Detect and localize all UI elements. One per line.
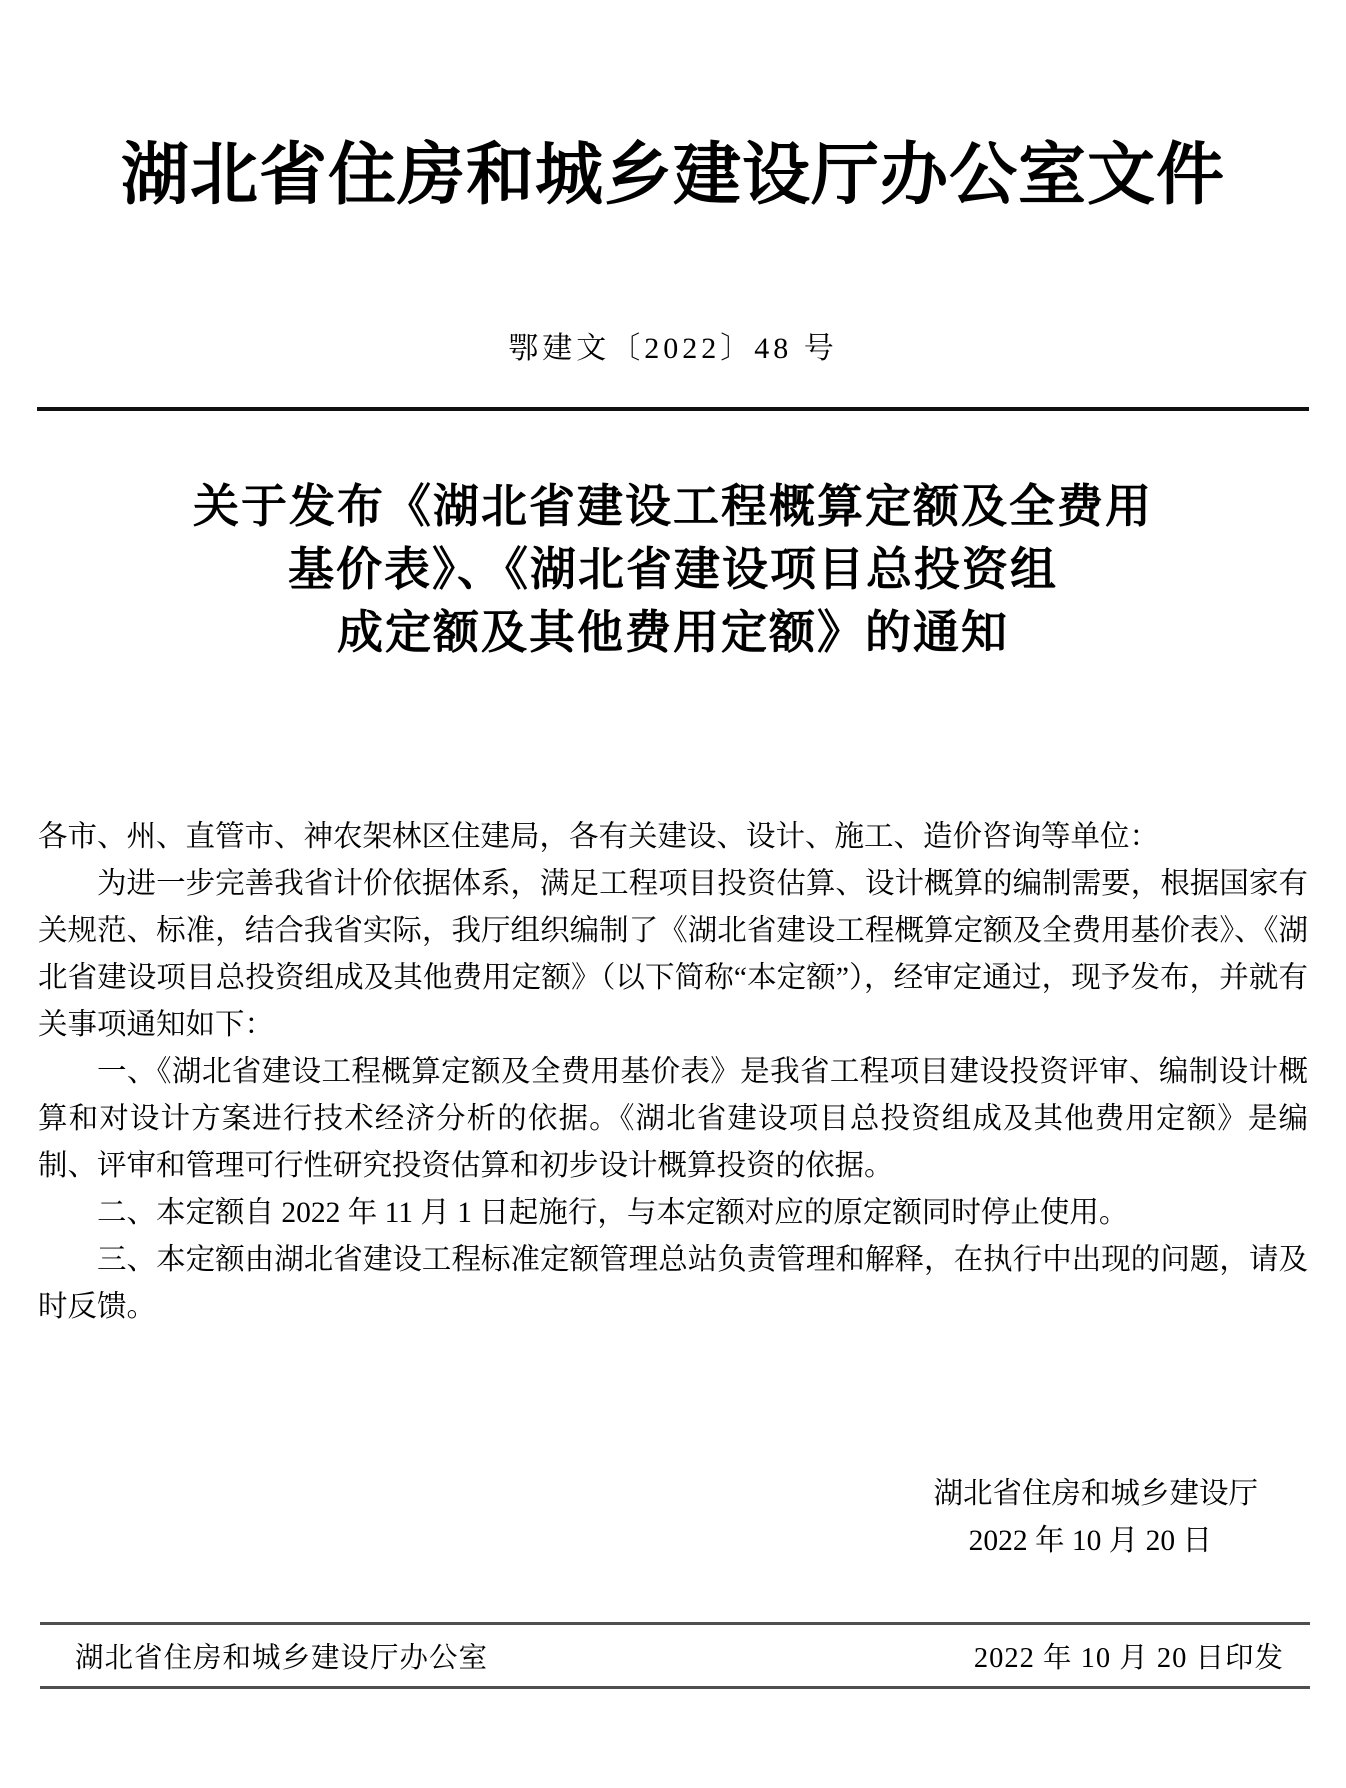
signature-block [0, 1471, 1346, 1565]
footer-row [40, 1625, 1310, 1686]
document-title-line-3: 成定额及其他费用定额》的通知 [337, 606, 1009, 659]
body-paragraph-item-3: 三、本定额由湖北省建设工程标准定额管理总站负责管理和解释，在执行中出现的问题，请及时反馈。 [38, 1244, 1308, 1324]
header-divider [37, 407, 1309, 411]
document-title-line-1: 关于发布《湖北省建设工程概算定额及全费用 [193, 480, 1153, 533]
page-footer [40, 1622, 1310, 1689]
document-body [38, 814, 1308, 1331]
signature-date: 2022 年 10 月 20 日 [968, 1525, 1212, 1558]
footer-issuer: 湖北省住房和城乡建设厅办公室 [75, 1643, 489, 1674]
salutation: 各市、州、直管市、神农架林区住建局，各有关建设、设计、施工、造价咨询等单位： [38, 821, 1160, 854]
footer-divider-bottom [40, 1686, 1310, 1689]
footer-print-date: 2022 年 10 月 20 日印发 [973, 1643, 1284, 1674]
body-paragraph-item-1: 一、《湖北省建设工程概算定额及全费用基价表》是我省工程项目建设投资评审、编制设计概算和对设计方案进行技术经济分析的依据。《湖北省建设项目总投资组成及其他费用定额》是编制、评审和管理可行性研究投资估算和初步设计概算投资的依据。 [38, 1056, 1308, 1183]
document-number: 鄂建文〔2022〕48 号 [508, 332, 838, 366]
body-paragraph-intro: 为进一步完善我省计价依据体系，满足工程项目投资估算、设计概算的编制需要，根据国家有关规范、标准，结合我省实际，我厅组织编制了《湖北省建设工程概算定额及全费用基价表》、《湖北省建设项目总投资组成及其他费用定额》（以下简称“本定额”），经审定通过，现予发布，并就有关事项通知如下： [38, 868, 1308, 1042]
body-paragraph-item-2: 二、本定额自 2022 年 11 月 1 日起施行，与本定额对应的原定额同时停止使用。 [97, 1197, 1129, 1230]
signature-organization: 湖北省住房和城乡建设厅 [933, 1478, 1258, 1511]
agency-banner-title: 湖北省住房和城乡建设厅办公室文件 [120, 137, 1225, 213]
document-title-line-2: 基价表》、《湖北省建设项目总投资组 [288, 543, 1058, 596]
document-title [0, 475, 1346, 664]
